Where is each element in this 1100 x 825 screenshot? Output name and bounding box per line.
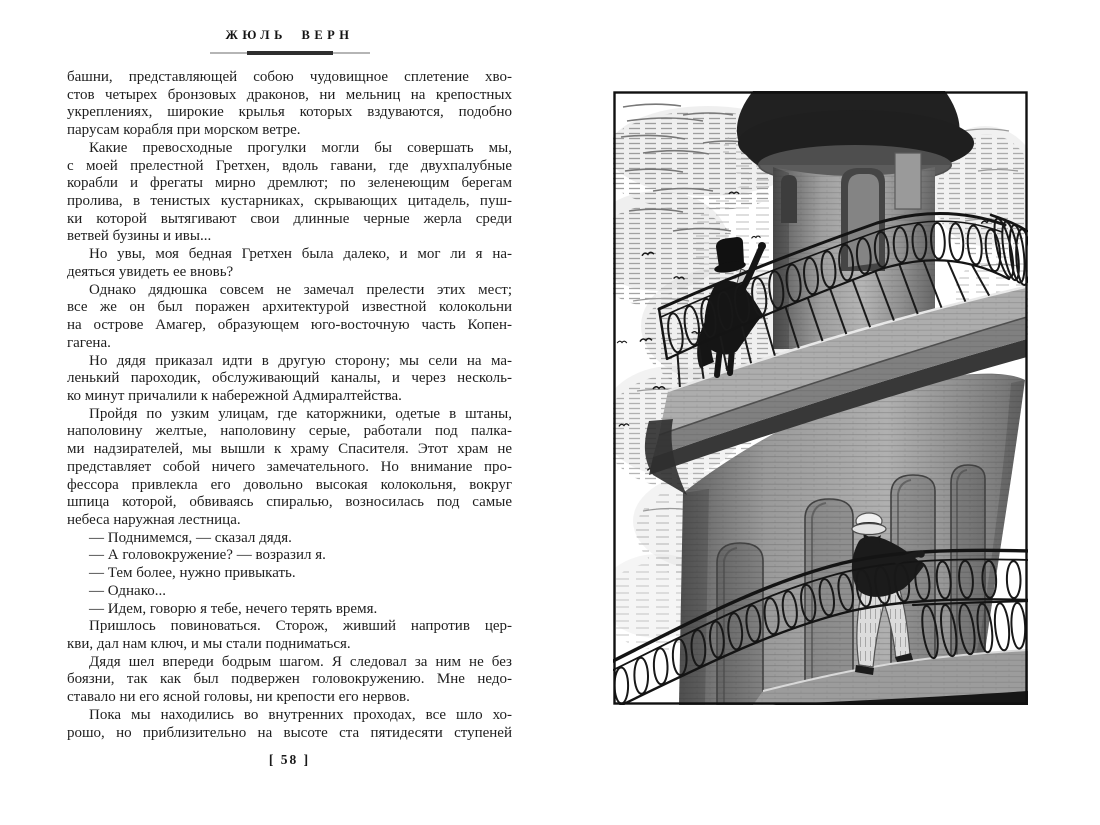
text-line: рошо, но приблизительно на высоте ста пятидесяти ступеней [67,724,512,741]
text-line: ветвей бузины и ивы... [67,228,212,245]
text-line: небеса наружная лестница. [67,511,241,528]
text-line: Однако дядюшка совсем не замечал прелести этих мест; [89,281,512,298]
text-line: башни, представляющей собою чудовищное сплетение хво- [67,69,512,85]
text-line: Пока мы находились во внутренних проходах, все шло хо- [89,706,512,723]
header-ornament-rule [210,52,370,54]
text-line: деяться увидеть ее вновь? [67,263,234,280]
text-line: ставало ни его ясной головы, ни крепости его нервов. [67,689,410,706]
text-line: Пришлось повиноваться. Сторож, живший напротив цер- [89,618,512,635]
text-line: все же он был поражен архитектурой известной колокольни [67,299,512,316]
uncle-hand [758,242,766,250]
text-line: боязни, так как был подвержен головокружению. Мне недо- [67,671,512,688]
text-line: — Поднимемся, — сказал дядя. [89,529,292,546]
text-line: — Идем, говорю я тебе, нечего терять время. [89,600,378,617]
text-line: пролива, в тенистых кустарниках, скрывающих цитадель, пуш- [67,193,512,210]
text-line: на острове Амагер, образующем юго-восточную часть Копен- [67,317,512,334]
text-line: Но увы, моя бедная Гретхен была далеко, и мог ли я на- [89,246,512,263]
text-line: с моей прелестной Гретхен, вдоль гавани, где двухпалубные [67,157,512,174]
text-line: укреплениях, широкие крылья которых вздуваются, подобно [67,104,512,121]
turret-window-slit [781,175,797,223]
text-line: — А головокружение? — возразил я. [89,547,326,564]
text-line: ми надзирателей, мы вышли к храму Спасителя. Этот храм не [67,441,512,458]
left-page [67,28,512,798]
body-text [67,69,512,742]
text-line: ленький пароходик, обслуживающий каналы, и через несколь- [67,370,512,387]
text-line: стов четырех бронзовых драконов, ни мельниц на крепостных [67,86,512,103]
text-line: парусам корабля при морском ветре. [67,122,301,139]
text-line: представляет собой ничего замечательного. Но внимание про- [67,458,512,475]
text-line: Дядя шел впереди бодрым шагом. Я следовал за ним не без [89,653,512,670]
running-head: ЖЮЛЬ ВЕРН [225,28,354,42]
axel-hat-brim [852,524,886,535]
text-line: корабли и фрегаты мирно дремлют; по зеленеющим берегам [67,175,512,192]
axel-hand [917,550,925,558]
turret-side-panel [895,153,921,209]
text-line: фессора привлекла его довольно высокая колокольня, вокруг [67,476,512,493]
page-number: [ 58 ] [268,752,311,767]
text-line: Какие превосходные прогулки могли бы совершать мы, [89,139,512,156]
text-line: — Однако... [89,582,166,599]
tower-illustration [613,91,1028,705]
text-line: шпица которой, обвиваясь спиралью, возносилась под самые [67,494,512,511]
text-line: гагена. [67,334,111,351]
text-line: кви, дал нам ключ, и мы стали подниматься. [67,636,351,652]
text-line: — Тем более, нужно привыкать. [89,565,296,582]
text-line: наполовину желтые, наполовину серые, работали под палка- [67,423,512,440]
text-line: ки которой вытягивают свои длинные черные жерла среди [67,210,512,227]
text-line: ко минут причалили к набережной Адмиралтейства. [67,387,402,404]
engraving-canvas [613,91,1028,705]
text-line: Но дядя приказал идти в другую сторону; мы сели на ма- [89,352,512,369]
text-line: Пройдя по узким улицам, где каторжники, одетые в штаны, [89,405,512,422]
